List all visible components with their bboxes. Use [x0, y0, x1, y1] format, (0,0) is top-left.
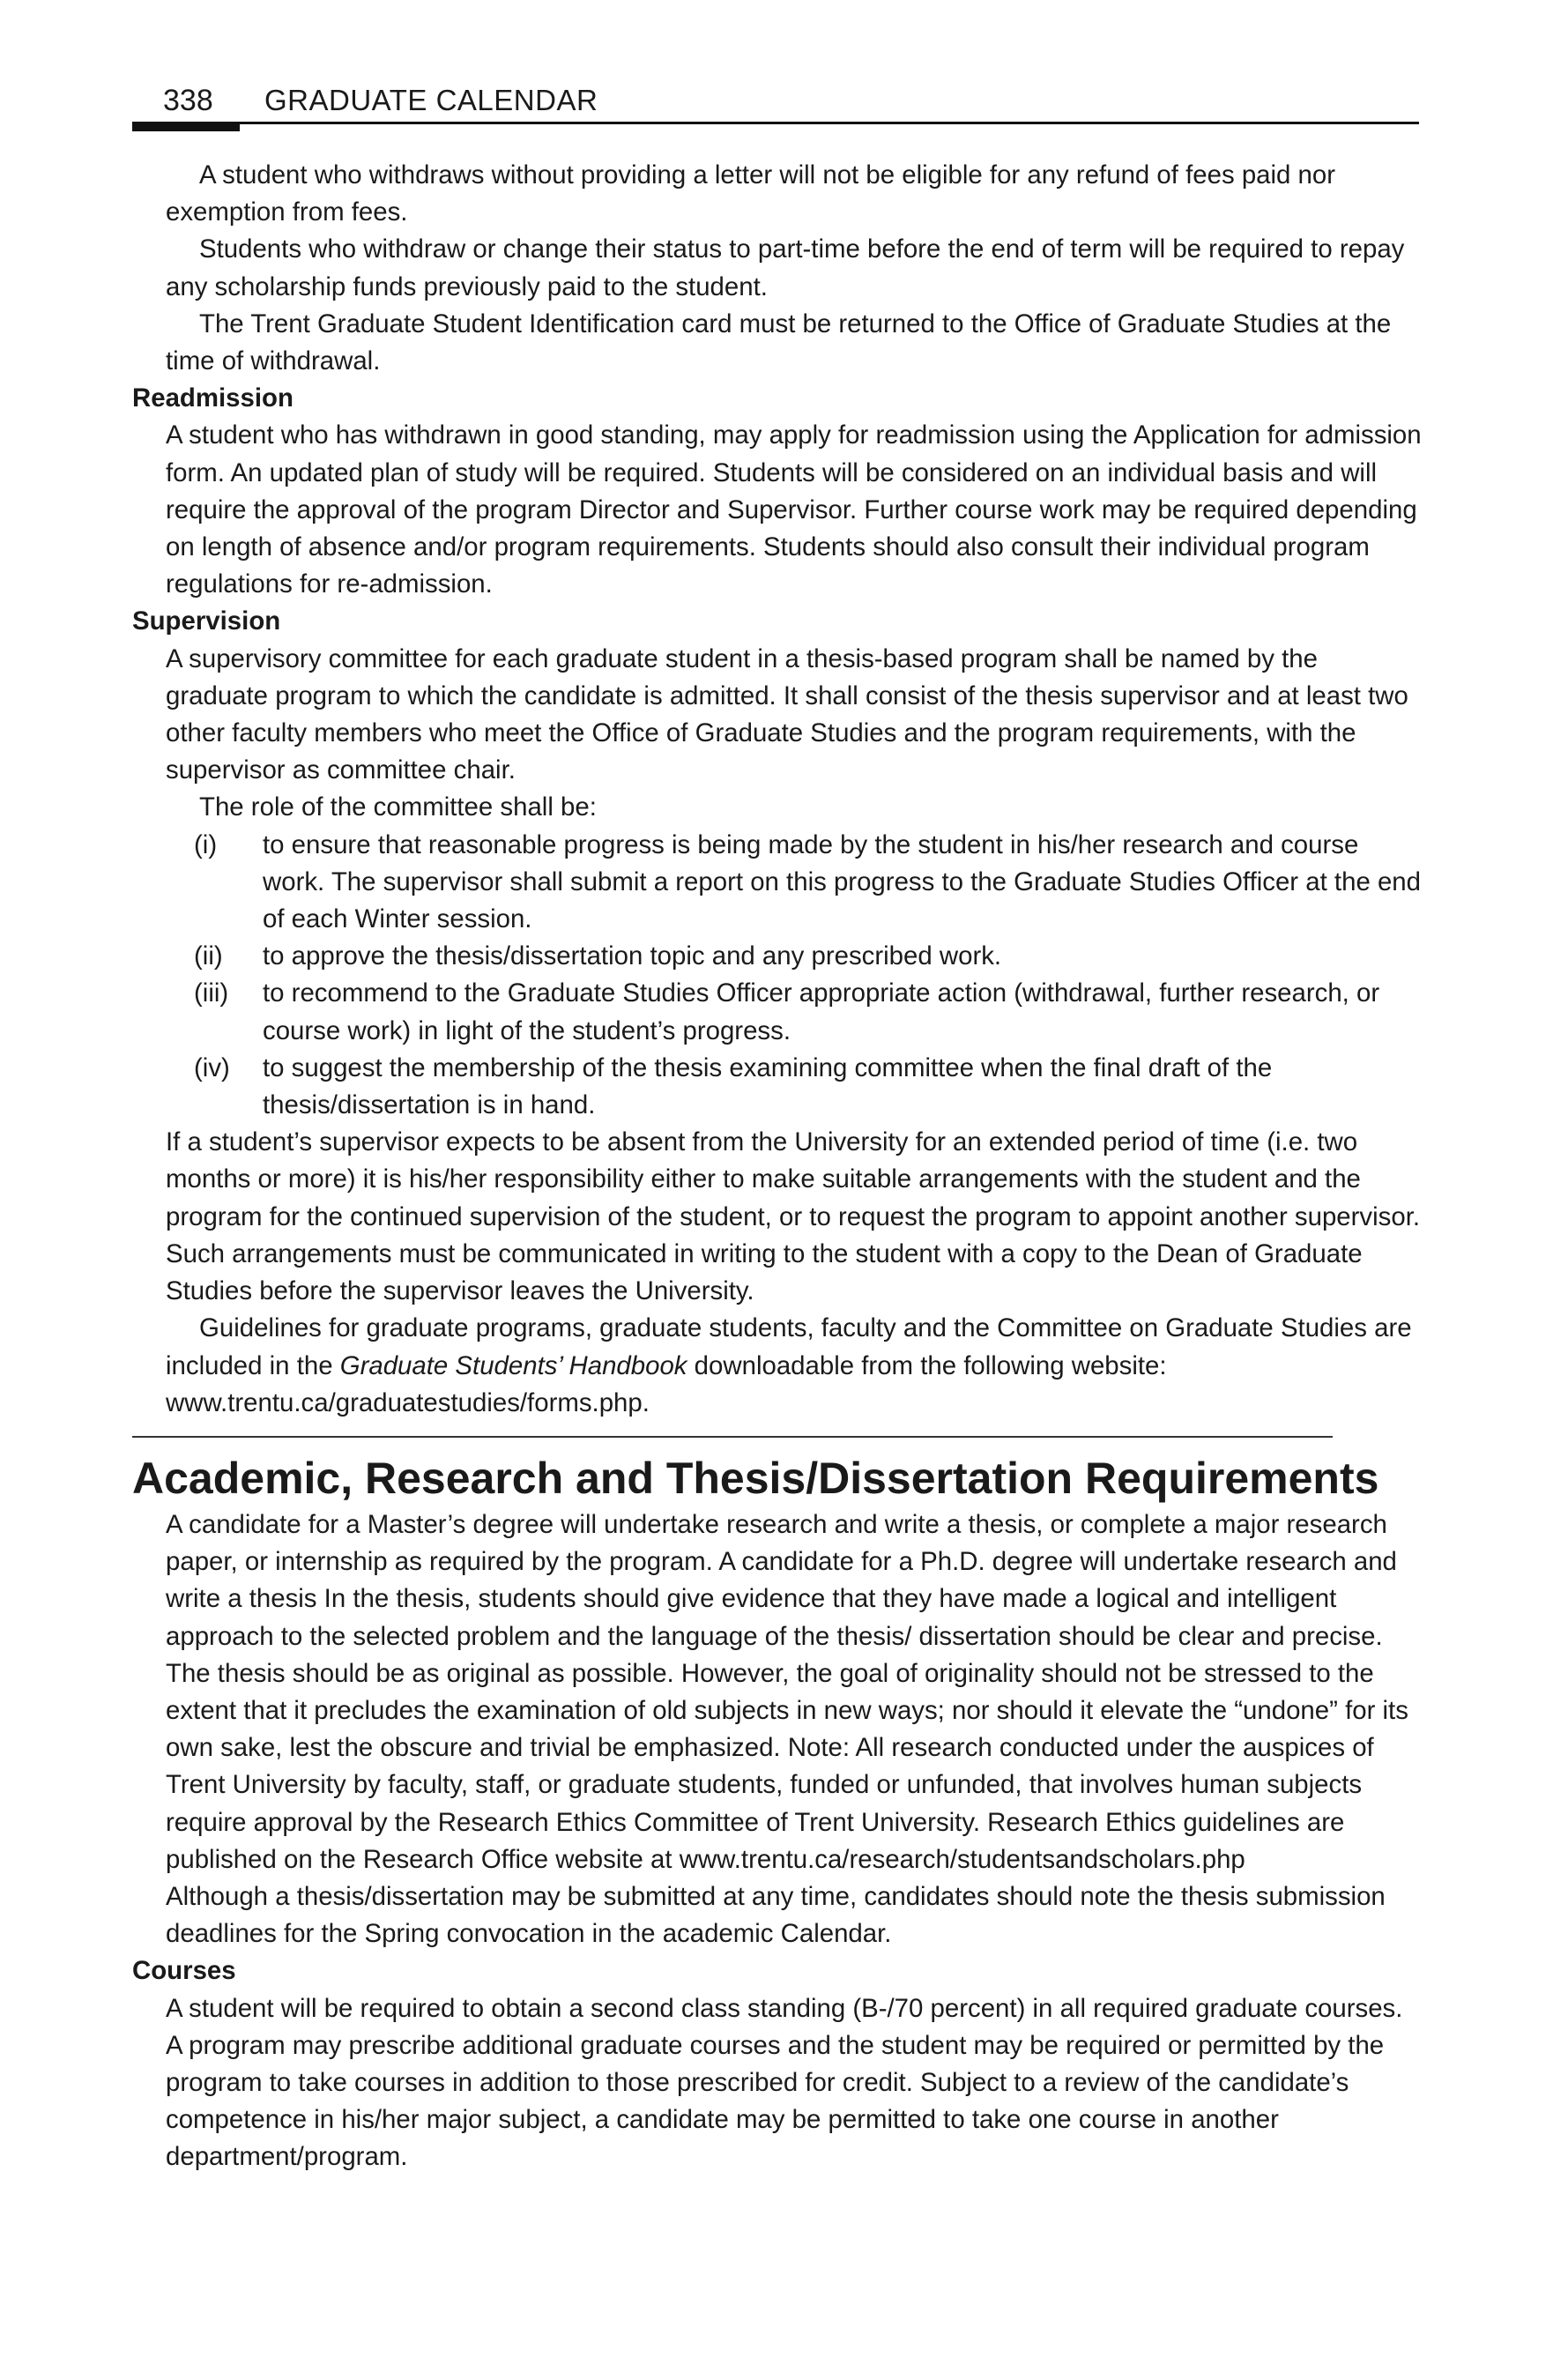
page-number: 338 — [163, 84, 213, 117]
page-header — [132, 81, 1419, 123]
list-item-label: (iv) — [194, 1052, 230, 1082]
list-item-text: to ensure that reasonable progress is being made by the student in his/her research and course work. The supervisor shall submit a report on this progress to the Graduate Studies Officer at the end of each Winter session. — [263, 829, 1421, 934]
page-body — [132, 157, 1423, 2176]
list-item — [132, 975, 1423, 1049]
list-item-label: (i) — [194, 829, 218, 859]
handbook-title: Graduate Students’ Handbook — [339, 1350, 687, 1380]
running-title: GRADUATE CALENDAR — [264, 84, 598, 116]
guidelines-text-end: downloadable from the following website: www.trentu.ca/graduatestudies/forms.php. — [166, 1350, 1167, 1417]
section-heading: Academic, Research and Thesis/Dissertation Requirements — [132, 1453, 1379, 1503]
supervision-heading: Supervision — [132, 606, 281, 636]
readmission-heading: Readmission — [132, 383, 294, 413]
committee-role-intro: The role of the committee shall be: — [199, 792, 597, 822]
withdrawal-paragraph: A student who withdraws without providing a letter will not be eligible for any refund of fees paid nor exemption from fees. — [166, 160, 1336, 227]
section-divider — [132, 1436, 1333, 1438]
guidelines-text-start: Guidelines for graduate programs, graduate students, faculty and the Committee on Graduate Studies are included in the — [166, 1313, 1412, 1380]
list-item — [132, 1050, 1423, 1124]
academic-paragraph: A candidate for a Master’s degree will undertake research and write a thesis, or complete a major research paper, or internship as required by the program. A candidate for a Ph.D. degree will undertake research and write a thesis In the thesis, students should give evidence that they have made a logical and intelligent approach to the selected problem and the language of the thesis/ dissertation should be clear and precise. The thesis should be as original as possible. However, the goal of originality should not be stressed to the extent that it precludes the examination of old subjects in new ways; nor should it elevate the “undone” for its own sake, lest the obscure and trivial be emphasized. Note: All research conducted under the auspices of Trent University by faculty, staff, or graduate students, funded or unfunded, that involves human subjects require approval by the Research Ethics Committee of Trent University. Research Ethics guidelines are published on the Research Office website at www.trentu.ca/research/studentsandscholars.php — [166, 1509, 1408, 1874]
courses-heading: Courses — [132, 1956, 236, 1986]
list-item — [132, 938, 1423, 975]
supervision-intro: A supervisory committee for each graduate student in a thesis-based program shall be named by the graduate program to which the candidate is admitted. It shall consist of the thesis supervisor and at least two other faculty members who meet the Office of Graduate Studies and the program requirements, with the supervisor as committee chair. — [166, 643, 1408, 785]
withdrawal-paragraph: Students who withdraw or change their status to part-time before the end of term will be required to repay any scholarship funds previously paid to the student. — [166, 234, 1405, 301]
list-item-label: (ii) — [194, 941, 223, 971]
withdrawal-paragraph: The Trent Graduate Student Identification card must be returned to the Office of Graduate Studies at the time of withdrawal. — [166, 309, 1392, 376]
list-item-text: to approve the thesis/dissertation topic and any prescribed work. — [263, 941, 1002, 971]
guidelines-text — [132, 1310, 1423, 1422]
list-item-text: to suggest the membership of the thesis examining committee when the final draft of the thesis/dissertation is in hand. — [263, 1052, 1273, 1120]
header-bar — [132, 122, 240, 131]
courses-text: A student will be required to obtain a second class standing (B-/70 percent) in all required graduate courses. A program may prescribe additional graduate courses and the student may be required or permitted by the program to take courses in addition to those prescribed for credit. Subject to a review of the candidate’s competence in his/her major subject, a candidate may be permitted to take one course in another department/program. — [166, 1993, 1403, 2172]
list-item — [132, 827, 1423, 939]
readmission-text: A student who has withdrawn in good standing, may apply for readmission using the Application for admission form. An updated plan of study will be required. Students will be considered on an individual basis and will require the approval of the program Director and Supervisor. Further course work may be required depending on length of absence and/or program requirements. Students should also consult their individual program regulations for re-admission. — [166, 420, 1422, 599]
academic-paragraph: Although a thesis/dissertation may be submitted at any time, candidates should note the thesis submission deadlines for the Spring convocation in the academic Calendar. — [166, 1881, 1386, 1949]
header-rule — [132, 122, 1419, 124]
list-item-label: (iii) — [194, 978, 229, 1008]
list-item-text: to recommend to the Graduate Studies Officer appropriate action (withdrawal, further research, or course work) in light of the student’s progress. — [263, 978, 1380, 1045]
supervisor-absence-text: If a student’s supervisor expects to be absent from the University for an extended period of time (i.e. two months or more) it is his/her responsibility either to make suitable arrangements with the student and the program for the continued supervision of the student, or to request the program to appoint another supervisor. Such arrangements must be communicated in writing to the student with a copy to the Dean of Graduate Studies before the supervisor leaves the University. — [166, 1127, 1421, 1306]
